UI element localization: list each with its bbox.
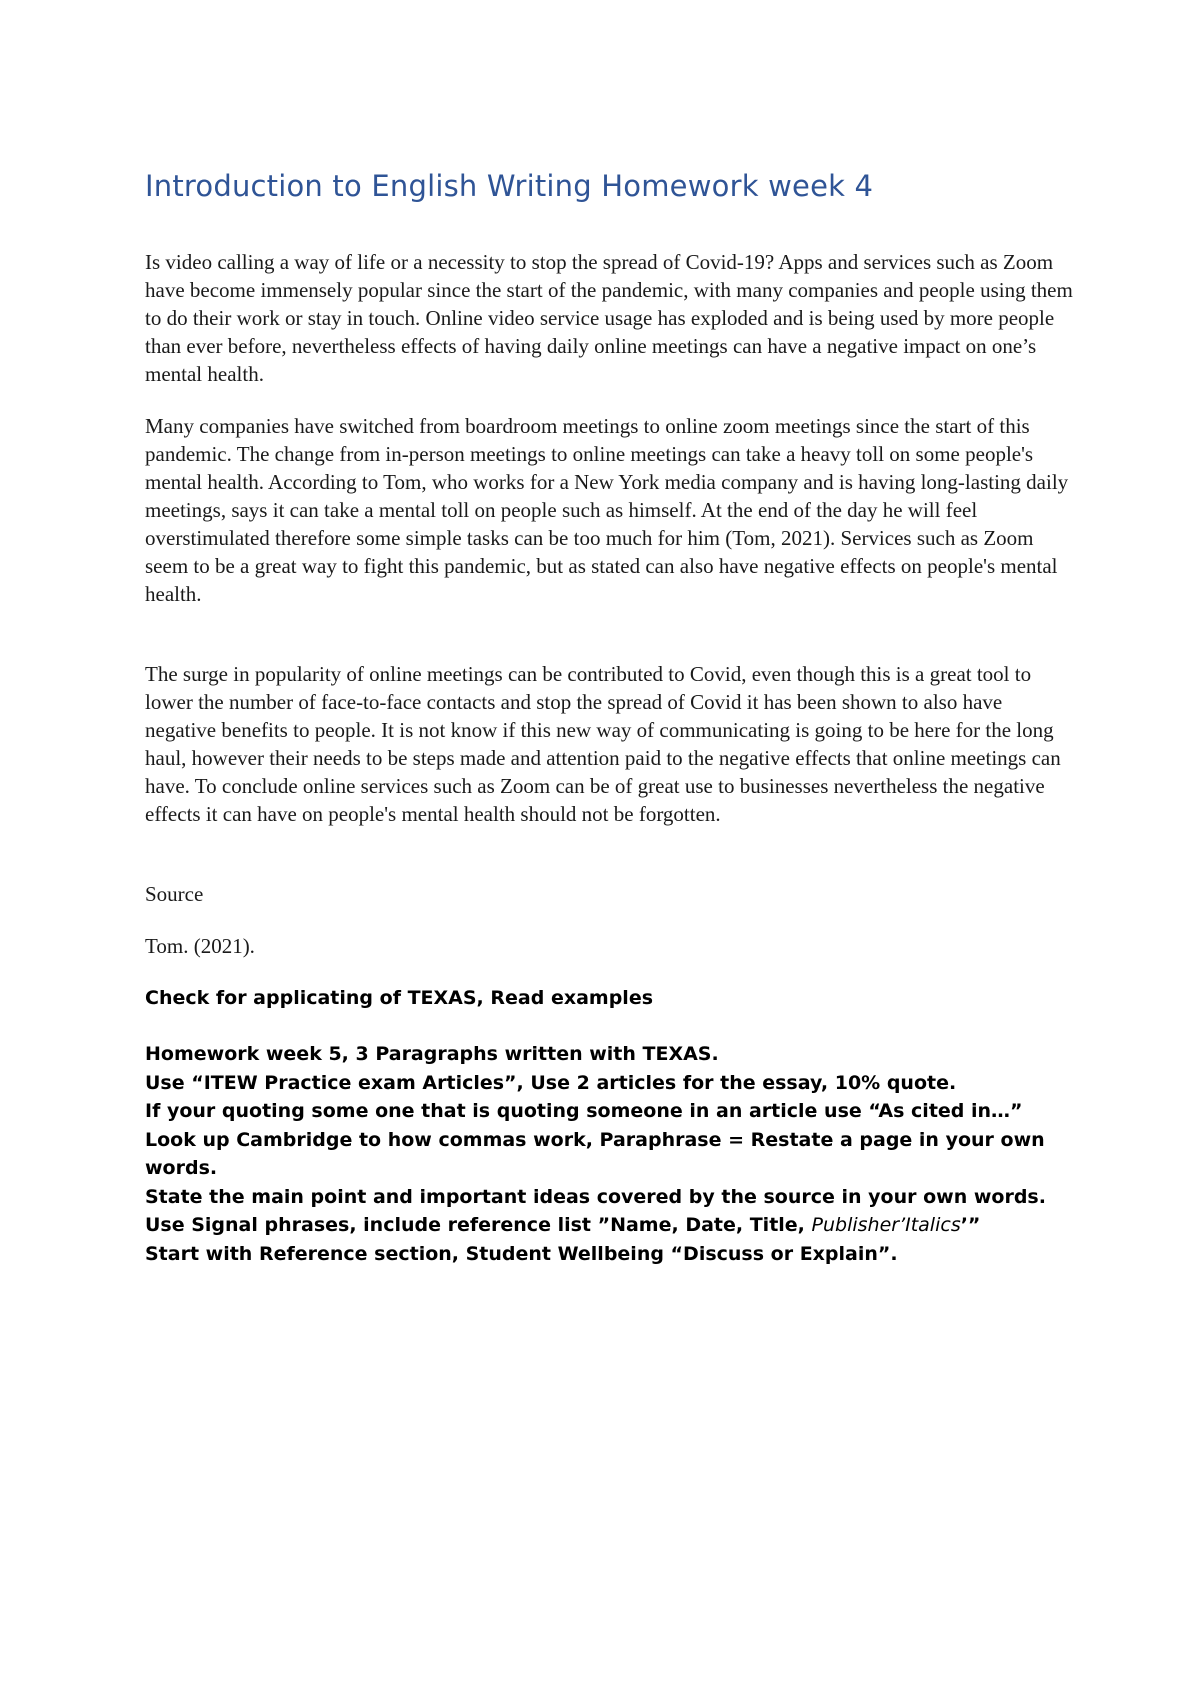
reference-prefix: Use Signal phrases, include reference list ”Name, Date, Title, [145, 1214, 812, 1237]
paragraph-body: Many companies have switched from boardroom meetings to online zoom meetings since the start of this pandemic. The change from in-person meetings to online meetings can take a heavy toll on some people's mental health. According to Tom, who works for a New York media company and is having long-lasting daily meetings, says it can take a mental toll on people such as himself. At the end of the day he will feel overstimulated therefore some simple tasks can be too much for him (Tom, 2021). Services such as Zoom seem to be a great way to fight this pandemic, but as stated can also have negative effects on people's mental health. [145, 413, 1069, 606]
notes-last-line: Start with Reference section, Student Wellbeing “Discuss or Explain”. [145, 1242, 898, 1265]
reference-italic: Publisher’Italics [811, 1214, 961, 1237]
homework-notes [145, 984, 1075, 1269]
notes-line: Use “ITEW Practice exam Articles”, Use 2 articles for the essay, 10% quote. [145, 1071, 957, 1094]
notes-line: If your quoting some one that is quoting someone in an article use “As cited in…” [145, 1100, 1023, 1123]
paragraph-conclusion: The surge in popularity of online meetings can be contributed to Covid, even though this is a great tool to lower the number of face-to-face contacts and stop the spread of Covid it has been shown to also have negative benefits to people. It is not know if this new way of communicating is going to be here for the long haul, however their needs to be steps made and attention paid to the negative effects that online meetings can have. To conclude online services such as Zoom can be of great use to businesses nevertheless the negative effects it can have on people's mental health should not be forgotten. [145, 661, 1061, 826]
document-content [145, 168, 1075, 1268]
notes-line: Look up Cambridge to how commas work, Paraphrase = Restate a page in your own words. [145, 1128, 1045, 1180]
notes-check-line: Check for applicating of TEXAS, Read examples [145, 986, 654, 1009]
source-citation: Tom. (2021). [145, 933, 255, 958]
reference-suffix: ’” [960, 1214, 981, 1237]
notes-line: State the main point and important ideas covered by the source in your own words. [145, 1185, 1046, 1208]
notes-line: Homework week 5, 3 Paragraphs written with TEXAS. [145, 1043, 719, 1066]
paragraph-intro: Is video calling a way of life or a necessity to stop the spread of Covid-19? Apps and services such as Zoom have become immensely popular since the start of the pandemic, with many companies and people using them to do their work or stay in touch. Online video service usage has exploded and is being used by more people than ever before, nevertheless effects of having daily online meetings can have a negative impact on one’s mental health. [145, 249, 1073, 386]
notes-reference-line [145, 1211, 1075, 1240]
document-title: Introduction to English Writing Homework week 4 [145, 169, 874, 203]
source-heading: Source [145, 881, 204, 906]
